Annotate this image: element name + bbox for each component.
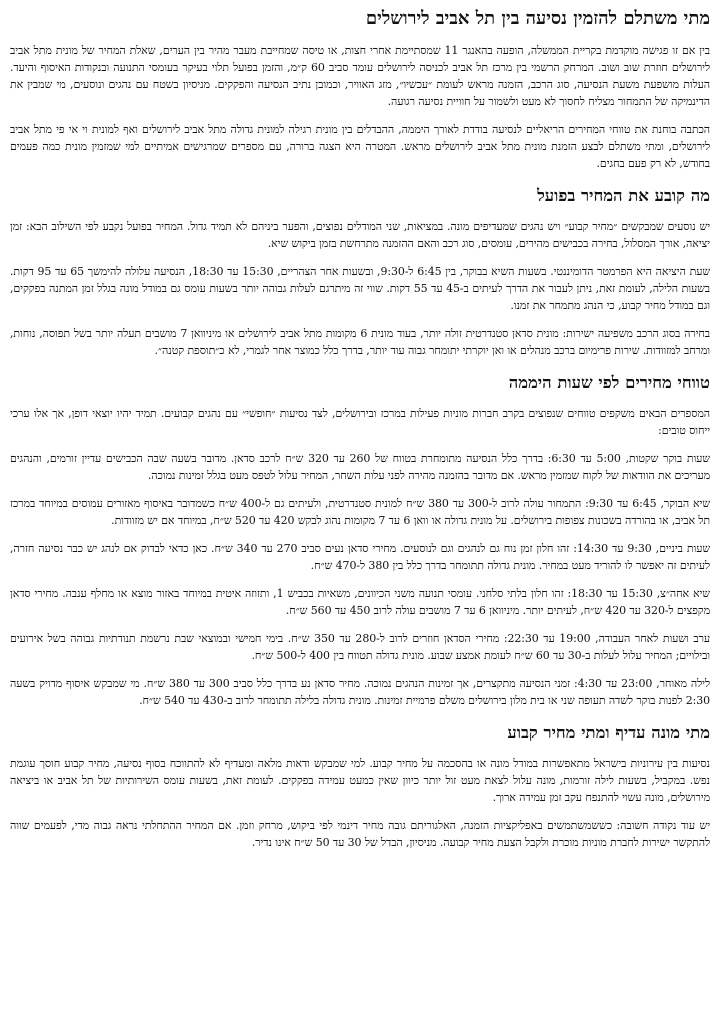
intro-paragraph-2: הכתבה בוחנת את טווחי המחירים הריאליים לנסיעה בודדת לאורך היממה, ההבדלים בין מונית רגילה למונית גדולה מתל אביב לירושלים ואף למונית וי אי פי מתל אביב לירושלים, ומתי משתלם לבצע הזמנת מונית מתל אביב לירושלים מראש. המטרה היא הצגה ברורה, עם מספרים שמרגישים אמיתיים למי שמזמין מונית כמה פעמים בחודש, לא רק פעם בחגים. <box>10 123 710 170</box>
price-factors-paragraph-3: בחירה בסוג הרכב משפיעה ישירות: מונית סדאן סטנדרטית זולה יותר, בעוד מונית 6 מקומות מתל אביב לירושלים או מיניוואן 7 מושבים תעלה יותר בשל תפוסה, נוחות, ומרחב למזוודות. שירות פרימיום ברכב מנהלים או ואן יוקרתי יתומחר גבוה עוד יותר, בדרך כלל כמוצר אחר לגמרי, לא כ״תוספת קטנה״. <box>10 327 710 357</box>
price-factors-paragraph-2: שעת היציאה היא הפרמטר הדומיננטי. בשעות השיא בבוקר, בין 6:45 ל-9:30, ובשעות אחר הצהריים, 15:30 עד 18:30, הנסיעה עלולה להימשך 65 עד 95 דקות. בשעות הלילה, לעומת זאת, ניתן לעבור את הדרך לעיתים ב-45 עד 55 דקות. שווי זה מיתרגם לעלות גבוהה יותר בשעות עומס גם במודל מונה בגלל זמן המתנה בפקקים, וגם במודל מחיר קבוע, כי הנהג מתמחר את זמנו. <box>10 265 711 312</box>
price-ranges-paragraph-5: שיא אחה״צ, 15:30 עד 18:30: זהו חלון בלתי סלחני. עומסי תנועה משני הכיוונים, משאיות בכביש 1, ותזוזה איטית במיוחד באזור מוצא או מחלף ענבה. מחירי סדאן מקפצים ל-320 עד 420 ש״ח, לעיתים יותר. מיניוואן 6 עד 7 מושבים עולה לרוב 450 עד 560 ש״ח. <box>10 587 710 617</box>
price-ranges-paragraph-1: המספרים הבאים משקפים טווחים שנפוצים בקרב חברות מוניות פעילות במרכז ובירושלים, לצד נסיעות ״חופשי״ עם נהגים קבועים. תמיד יהיו יוצאי דופן, אך אלו ערכי ייחוס טובים: <box>10 407 710 437</box>
price-ranges-paragraph-6: ערב ושעות לאחר העבודה, 19:00 עד 22:30: מחירי הסדאן חוזרים לרוב ל-280 עד 350 ש״ח. בימי חמישי ובמוצאי שבת נרשמת תנודתיות גבוהה בשל אירועים ובילויים; המחיר עלול לעלות ב-30 עד 60 ש״ח לעומת אמצע שבוע. מונית גדולה תטווח בין 400 ל-500 ש״ח. <box>10 632 710 662</box>
meter-vs-fixed-paragraph-2: יש עוד נקודה חשובה: כששמשתמשים באפליקציות הזמנה, האלגוריתם גובה מחיר דינמי לפי ביקוש, מרחק וזמן. אם המחיר ההתחלתי נראה גבוה מדי, לפעמים שווה להתקשר ישירות לחברת מוניות מוכרת ולקבל הצעת מחיר קבועה. מניסיון, הבדל של 30 עד 50 ש״ח אינו נדיר. <box>10 819 710 849</box>
section-heading-price-factors: מה קובע את המחיר בפועל <box>537 186 710 205</box>
intro-paragraph-1: בין אם זו פגישה מוקדמת בקריית הממשלה, הופעה בהאנגר 11 שמסתיימת אחרי חצות, או טיסה שמחייבת מעבר מהיר בין הערים, שאלת המחיר של מונית מתל אביב לירושלים חוזרת שוב ושוב. המרחק הרשמי בין מרכז תל אביב לכניסה לירושלים עומד סביב 60 ק״מ, והזמן בפועל תלוי בעיקר בעומסי התנועה ובנקודות האיסוף והיעד. העלות מושפעת משעת הנסיעה, סוג הרכב, הזמנה מראש לעומת ״עכשיו״, מזג האוויר, וכמובן נתיב הנסיעה והפקקים. מניסיון בשטח עם נהגים ונוסעים, מי שמבין את הדינמיקה של התמחור מצליח לחסוך לא מעט ולשמור על חוויית נסיעה רגועה. <box>10 44 710 108</box>
section-heading-price-ranges: טווחי מחירים לפי שעות היממה <box>508 373 710 392</box>
price-ranges-paragraph-3: שיא הבוקר, 6:45 עד 9:30: התמחור עולה לרוב ל-300 עד 380 ש״ח למונית סטנדרטית, ולעיתים גם ל-400 ש״ח כשמדובר באיסוף מאזורים עמוסים במיוחד במרכז תל אביב, או בהורדה בשכונות צפופות בירושלים. על מונית גדולה או וואן 6 עד 7 מקומות נהוג לבקש 420 עד 520 ש״ח, במיוחד אם יש מזוודות. <box>10 497 711 527</box>
meter-vs-fixed-paragraph-1: נסיעות בין עירוניות בישראל מתאפשרות במודל מונה או בהסכמה על מחיר קבוע. למי שמבקש ודאות מלאה ומעדיף לא להתווכח בסוף נסיעה, מחיר קבוע חוסך עוגמת נפש. במקביל, בשעות לילה זורמות, מונה עלול לצאת מעט זול יותר כיוון שאין כמעט עמידה בפקקים. לעומת זאת, בשעות עומס השירותיות של תל אביב או ביציאה מירושלים, מונה עשוי להתנפח עקב זמן עמידה ארוך. <box>10 757 710 804</box>
price-ranges-paragraph-7: לילה מאוחר, 23:00 עד 4:30: זמני הנסיעה מתקצרים, אך זמינות הנהגים נמוכה. מחיר סדאן נע בדרך כלל סביב 300 עד 380 ש״ח. מי שמבקש איסוף מדויק בשעה 2:30 לפנות בוקר לשדה תעופה שני או בית מלון בירושלים משלם פרמיית זמינות. מונית גדולה בלילה תתומחר לרוב ב-430 עד 540 ש״ח. <box>10 677 710 707</box>
price-ranges-paragraph-4: שעות ביניים, 9:30 עד 14:30: זהו חלון זמן נוח גם לנהגים וגם לנוסעים. מחירי סדאן נעים סביב 270 עד 340 ש״ח. כאן כדאי לבדוק אם לנהג יש כבר נסיעה חזרה, לעיתים זה יאפשר לו להוריד מעט במחיר. מונית גדולה תתומחר בדרך כלל בין 380 ל-470 ש״ח. <box>10 542 711 572</box>
section-heading-meter-vs-fixed: מתי מונה עדיף ומתי מחיר קבוע <box>507 723 710 742</box>
price-ranges-paragraph-2: שעות בוקר שקטות, 5:00 עד 6:30: בדרך כלל הנסיעה מתומחרת בטווח של 260 עד 320 ש״ח לרכב סדאן. מדובר בשעה שבה הכבישים עדיין זורמים, והנהגים מעריכים את הוודאות של לקוח שמזמין מראש. אם מדובר בהזמנה מהירה לפני עלות השחר, המחיר עלול לטפס מעט בגלל זמינות נמוכה. <box>10 452 710 482</box>
price-factors-paragraph-1: יש נוסעים שמבקשים ״מחיר קבוע״ ויש נהגים שמעדיפים מונה. במציאות, שני המודלים נפוצים, והפער ביניהם לא תמיד גדול. המחיר בפועל נקבע לפי השילוב הבא: זמן יציאה, אורך המסלול, בחירה בכבישים מהירים, עומסים, סוג רכב והאם ההזמנה מתרחשת בזמן ביקוש שיא. <box>10 220 710 250</box>
article-title: מתי משתלם להזמין נסיעה בין תל אביב לירושלים <box>365 8 710 29</box>
